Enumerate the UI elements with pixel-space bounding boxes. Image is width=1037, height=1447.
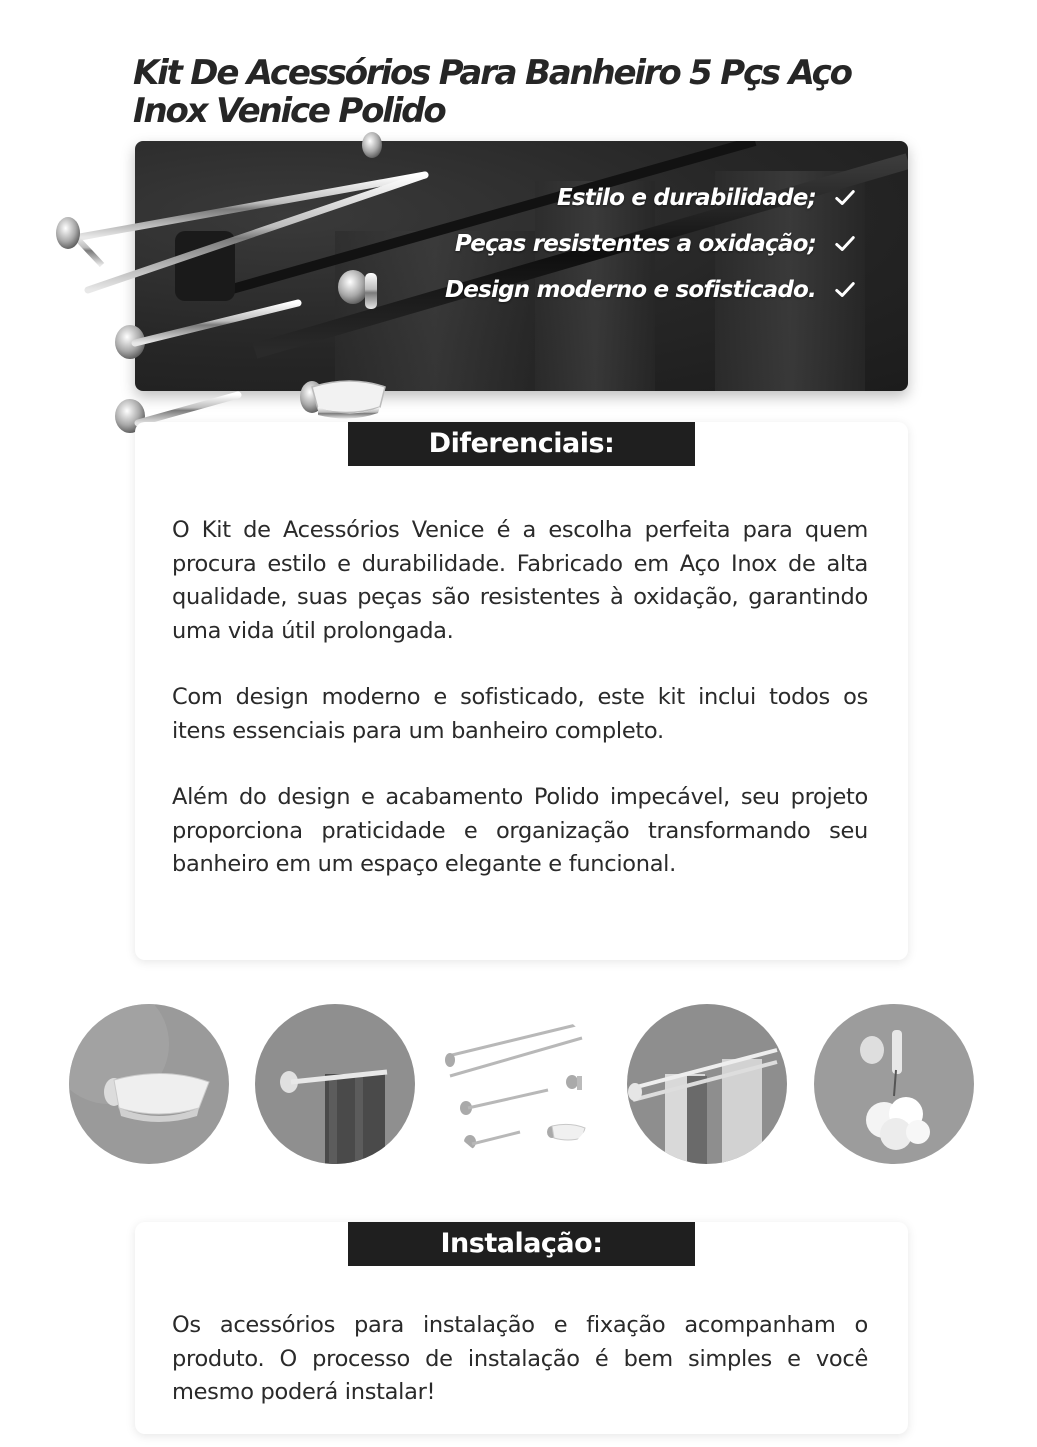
diferenciais-card	[135, 422, 908, 960]
check-icon	[834, 187, 856, 209]
soap-dish-photo	[69, 1004, 229, 1164]
feature-item	[455, 231, 856, 257]
paragraph: Os acessórios para instalação e fixação acompanham o produto. O processo de instalação é bem simples e você mesmo poderá instalar!	[172, 1312, 868, 1405]
feature-item	[557, 185, 856, 211]
robe-hook-photo	[814, 1004, 974, 1164]
double-towel-bar-photo	[627, 1004, 787, 1164]
feature-list	[445, 185, 856, 303]
hero-banner	[135, 141, 908, 391]
paragraph: Além do design e acabamento Polido impecável, seu projeto proporciona praticidade e organização transformando seu banheiro em um espaço elegante e funcional.	[172, 784, 868, 877]
feature-text: Estilo e durabilidade;	[556, 185, 816, 211]
feature-text: Peças resistentes a oxidação;	[454, 231, 816, 257]
feature-text: Design moderno e sofisticado.	[445, 277, 816, 303]
instalacao-card	[135, 1222, 908, 1434]
check-icon	[834, 279, 856, 301]
instalacao-heading: Instalação:	[348, 1222, 695, 1266]
diferenciais-text	[172, 514, 868, 882]
page-title: Kit De Acessórios Para Banheiro 5 Pçs Aço Inox Venice Polido	[133, 53, 851, 131]
instalacao-text	[172, 1309, 868, 1410]
feature-item	[445, 277, 856, 303]
check-icon	[834, 233, 856, 255]
kit-overview-photo	[440, 1004, 600, 1164]
towel-bar-photo	[255, 1004, 415, 1164]
thumbnail-row	[0, 1004, 1037, 1169]
diferenciais-heading: Diferenciais:	[348, 422, 695, 466]
paragraph: Com design moderno e sofisticado, este kit inclui todos os itens essenciais para um banheiro completo.	[172, 684, 868, 744]
paragraph: O Kit de Acessórios Venice é a escolha perfeita para quem procura estilo e durabilidade. Fabricado em Aço Inox de alta qualidade, suas peças são resistentes à oxidação, garantindo uma vida útil prolongada.	[172, 517, 868, 644]
